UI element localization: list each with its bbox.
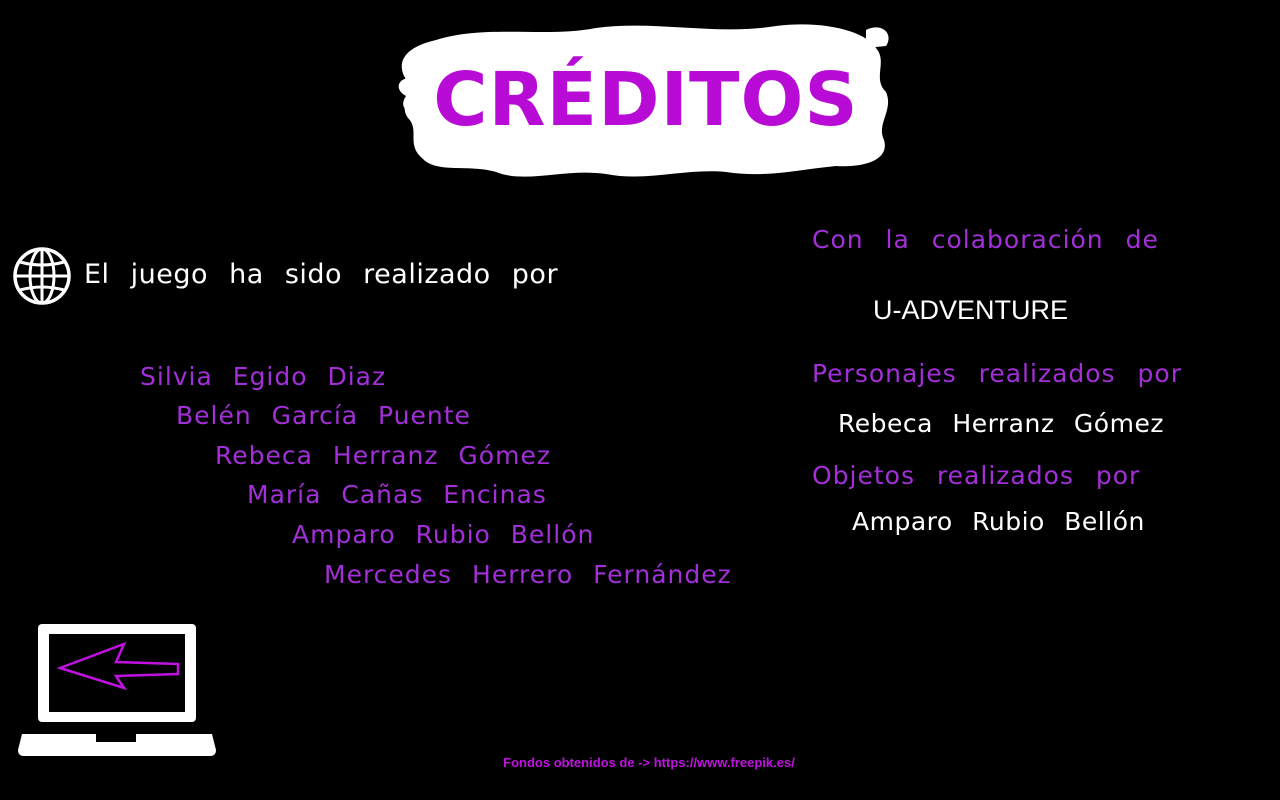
collaboration-label: Con la colaboración de [812,225,1159,254]
objects-author: Amparo Rubio Bellón [852,507,1145,536]
author-name: Silvia Egido Diaz [140,362,387,391]
characters-label: Personajes realizados por [812,359,1182,388]
characters-author: Rebeca Herranz Gómez [838,409,1164,438]
laptop-back-arrow-icon [18,624,216,756]
author-name: Amparo Rubio Bellón [292,520,595,549]
footer-credit: Fondos obtenidos de -> https://www.freepik.es/ [503,755,795,770]
page-title: CRÉDITOS [433,57,859,143]
globe-icon [12,246,72,306]
objects-label: Objetos realizados por [812,461,1141,490]
collaboration-name: U-ADVENTURE [873,295,1069,325]
author-name: Belén García Puente [176,401,471,430]
author-name: Mercedes Herrero Fernández [324,560,732,589]
made-by-heading: El juego ha sido realizado por [84,259,559,290]
back-button[interactable] [18,622,216,760]
author-name: María Cañas Encinas [247,480,547,509]
author-name: Rebeca Herranz Gómez [215,441,551,470]
